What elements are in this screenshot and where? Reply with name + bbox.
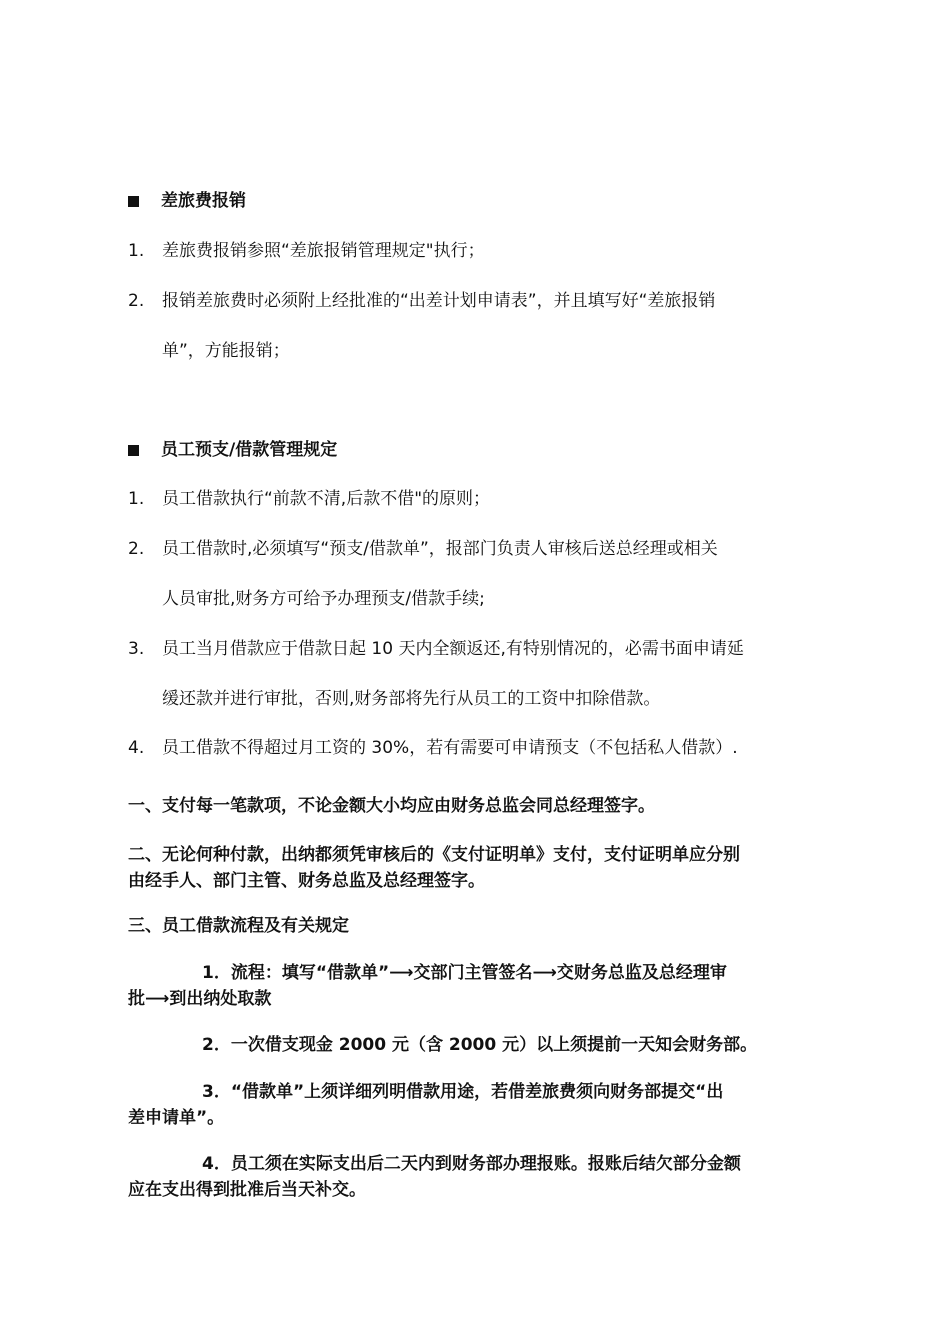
item-text-continued: 单”，方能报销； — [162, 341, 290, 361]
item-number: 3. — [128, 639, 145, 659]
paragraph-line: 2．一次借支现金 2000 元（含 2000 元）以上须提前一天知会财务部。 — [202, 1035, 758, 1055]
paragraph-reimbursement-deadline — [128, 1151, 828, 1203]
paragraph-line: 4．员工须在实际支出后二天内到财务部办理报账。报账后结欠部分金额 — [202, 1154, 741, 1174]
heading-text: 员工预支/借款管理规定 — [161, 440, 338, 460]
paragraph-cash-notice — [128, 1032, 828, 1058]
item-number: 4. — [128, 738, 145, 758]
paragraph-line: 一、支付每一笔款项，不论金额大小均应由财务总监会同总经理签字。 — [128, 796, 655, 816]
paragraph-line: 批⟶到出纳处取款 — [128, 989, 272, 1009]
square-bullet-icon — [128, 445, 139, 456]
paragraph-line: 1．流程：填写“借款单”⟶交部门主管签名⟶交财务总监及总经理审 — [202, 963, 727, 983]
section-heading-loan-policy — [128, 438, 337, 462]
paragraph-loan-purpose — [128, 1079, 828, 1131]
item-text: 员工借款时,必须填写“预支/借款单”，报部门负责人审核后送总经理或相关 — [162, 539, 718, 559]
paragraph-loan-flow — [128, 960, 828, 1012]
item-text: 报销差旅费时必须附上经批准的“出差计划申请表”，并且填写好“差旅报销 — [162, 291, 716, 311]
paragraph-loan-process-title — [128, 913, 828, 939]
paragraph-line: 3．“借款单”上须详细列明借款用途，若借差旅费须向财务部提交“出 — [202, 1082, 724, 1102]
paragraph-payment-signature — [128, 793, 828, 819]
paragraph-line: 应在支出得到批准后当天补交。 — [128, 1180, 366, 1200]
heading-text: 差旅费报销 — [161, 191, 246, 211]
item-text-continued: 缓还款并进行审批，否则,财务部将先行从员工的工资中扣除借款。 — [162, 689, 661, 709]
item-text: 员工当月借款应于借款日起 10 天内全额返还,有特别情况的，必需书面申请延 — [162, 639, 744, 659]
item-text: 员工借款执行“前款不清,后款不借"的原则； — [162, 489, 491, 509]
item-number: 1. — [128, 241, 145, 261]
item-text-continued: 人员审批,财务方可给予办理预支/借款手续; — [162, 589, 485, 609]
item-text: 差旅费报销参照“差旅报销管理规定"执行； — [162, 241, 485, 261]
paragraph-line: 由经手人、部门主管、财务总监及总经理签字。 — [128, 871, 485, 891]
paragraph-line: 三、员工借款流程及有关规定 — [128, 916, 349, 936]
item-number: 2. — [128, 291, 145, 311]
item-number: 2. — [128, 539, 145, 559]
square-bullet-icon — [128, 196, 139, 207]
item-text: 员工借款不得超过月工资的 30%，若有需要可申请预支（不包括私人借款）. — [162, 738, 738, 758]
paragraph-line: 二、无论何种付款，出纳都须凭审核后的《支付证明单》支付，支付证明单应分别 — [128, 845, 740, 865]
section-heading-travel-expense — [128, 189, 246, 213]
paragraph-line: 差申请单”。 — [128, 1108, 225, 1128]
paragraph-payment-certificate — [128, 842, 828, 894]
item-number: 1. — [128, 489, 145, 509]
